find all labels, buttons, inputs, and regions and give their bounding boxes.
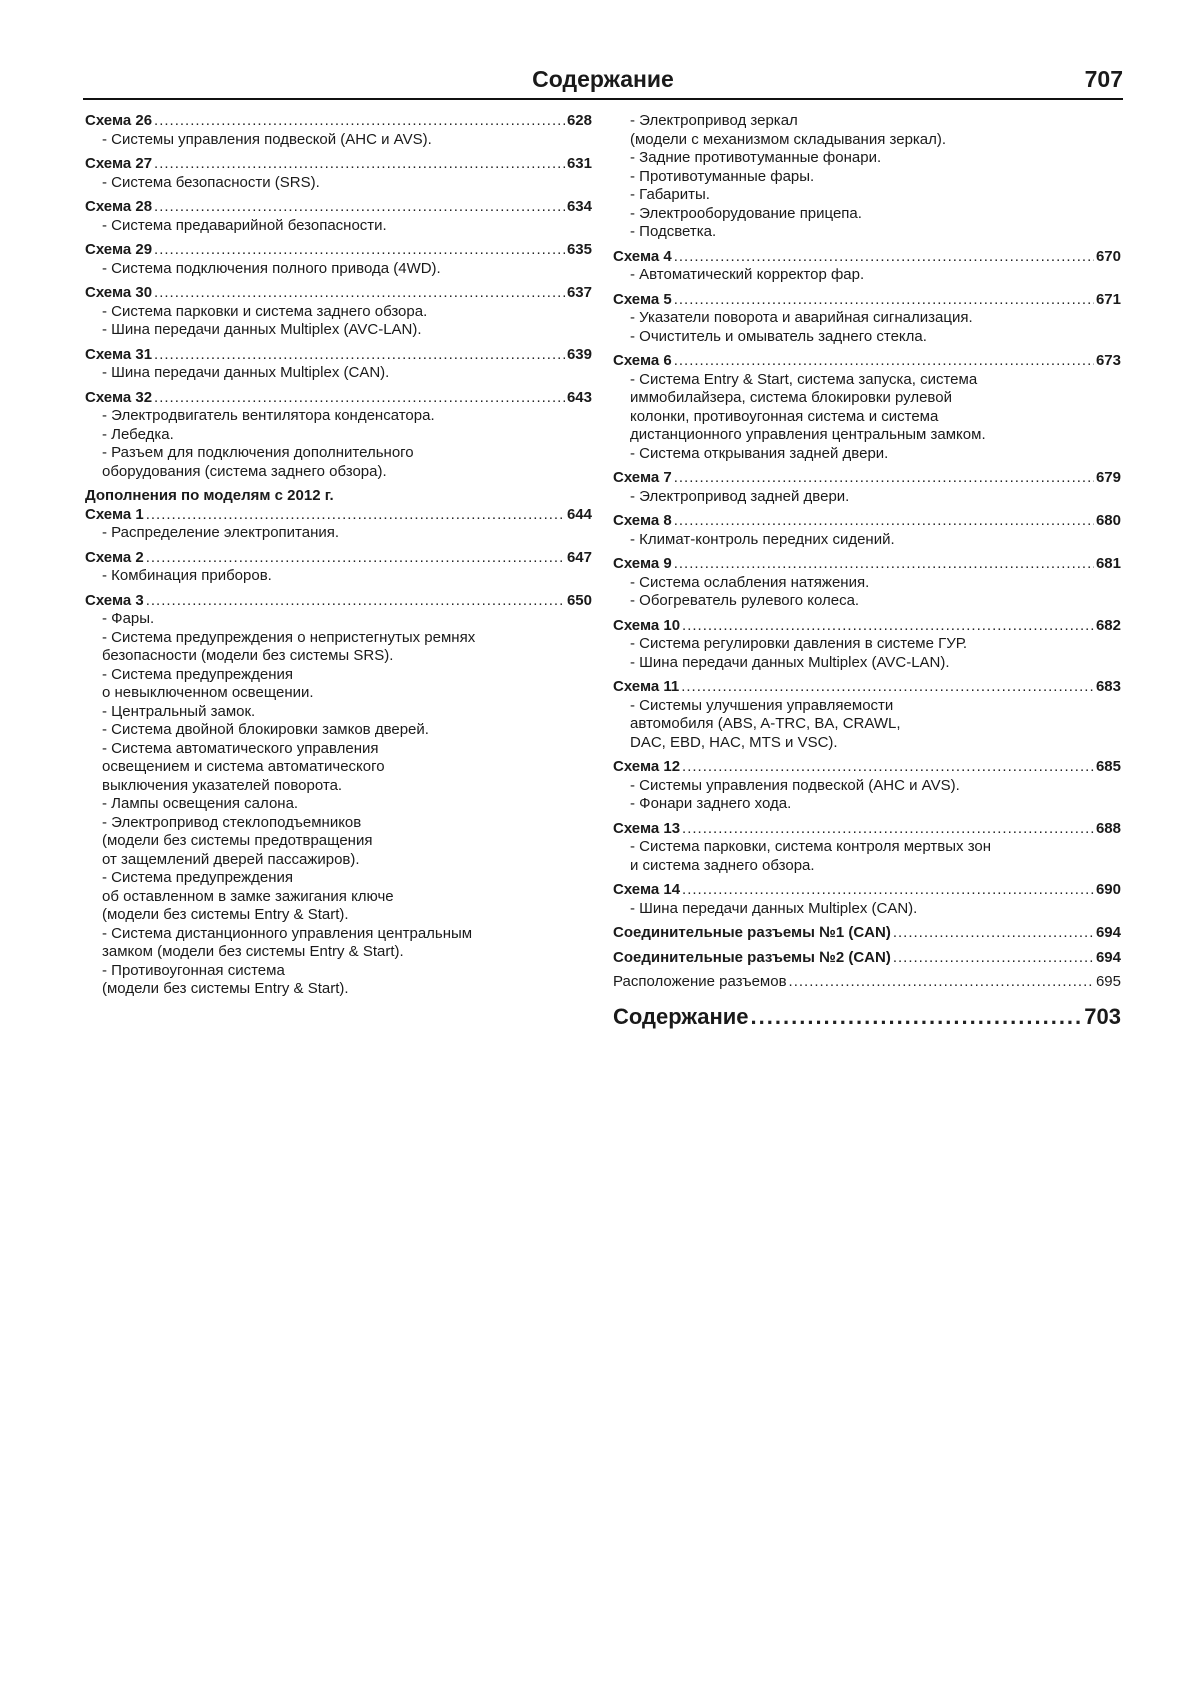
toc-subitem: - Электропривод зеркал: [630, 112, 798, 129]
toc-leader-dots: [674, 469, 1094, 488]
toc-entry-label: Схема 11: [613, 678, 680, 695]
toc-entry-label: Расположение разъемов: [613, 973, 787, 990]
toc-entry-page: 685: [1095, 758, 1121, 775]
toc-subitem: - Комбинация приборов.: [102, 567, 272, 584]
toc-subitem: о невыключенном освещении.: [102, 684, 314, 701]
toc-left-column: [85, 112, 592, 999]
toc-entry[interactable]: [613, 512, 1121, 531]
toc-entry-page: 647: [566, 548, 592, 566]
toc-entry-page: 703: [1084, 1003, 1121, 1029]
toc-entry-page: 683: [1095, 678, 1121, 695]
toc-entry[interactable]: [613, 555, 1121, 574]
toc-subitem: - Электропривод задней двери.: [630, 487, 850, 505]
toc-entry[interactable]: [613, 881, 1121, 900]
toc-leader-dots: [146, 549, 565, 568]
toc-subitem: - Распределение электропитания.: [102, 524, 340, 541]
toc-entry-label: Схема 28: [85, 198, 153, 215]
toc-entry[interactable]: [85, 549, 592, 568]
toc-leader-dots: [674, 352, 1094, 371]
toc-subitem: выключения указателей поворота.: [102, 776, 343, 794]
toc-subitem: оборудования (система заднего обзора).: [102, 462, 387, 480]
toc-subitem: от защемлений дверей пассажиров).: [102, 850, 360, 868]
toc-subitem: безопасности (модели без системы SRS).: [102, 647, 394, 664]
toc-entry[interactable]: [613, 352, 1121, 371]
page-title: Содержание: [532, 66, 674, 92]
toc-entry[interactable]: [613, 820, 1121, 839]
toc-subitem: DAC, EBD, HAC, MTS и VSC).: [630, 733, 838, 751]
toc-entry-page: 682: [1095, 616, 1121, 634]
toc-leader-dots: [674, 248, 1094, 267]
toc-leader-dots: [154, 112, 565, 131]
toc-subitem: - Электродвигатель вентилятора конденсатора.: [102, 407, 435, 424]
toc-subitem: - Система ослабления натяжения.: [630, 573, 870, 591]
toc-entry-page: 631: [566, 155, 592, 172]
toc-subitem: - Система парковки, система контроля мертвых зон: [630, 838, 992, 855]
toc-subitem: - Система подключения полного привода (4WD).: [102, 259, 441, 277]
toc-subitem: - Шина передачи данных Multiplex (CAN).: [630, 899, 918, 917]
toc-entry[interactable]: [85, 112, 592, 131]
toc-subitem: (модели без системы Entry & Start).: [102, 906, 349, 923]
toc-subitem: - Центральный замок.: [102, 702, 256, 720]
toc-entry[interactable]: [613, 617, 1121, 636]
toc-subitem: - Система предаварийной безопасности.: [102, 216, 387, 234]
toc-leader-dots: [154, 241, 565, 260]
toc-leader-dots: [674, 555, 1094, 574]
toc-subitem: - Шина передачи данных Multiplex (AVC-LAN).: [630, 653, 950, 671]
toc-entry-contents[interactable]: [613, 1004, 1121, 1030]
toc-subitem: замком (модели без системы Entry & Start).: [102, 943, 404, 960]
toc-entry[interactable]: [613, 291, 1121, 310]
toc-subitem: - Система Entry & Start, система запуска, система: [630, 370, 978, 388]
toc-leader-dots: [682, 617, 1094, 636]
toc-leader-dots: [674, 512, 1094, 531]
toc-entry-label: Схема 13: [613, 819, 681, 837]
toc-subitem: (модели без системы предотвращения: [102, 832, 373, 849]
toc-subitem: - Лебедка.: [102, 425, 174, 443]
toc-entry[interactable]: [85, 241, 592, 260]
toc-entry[interactable]: [613, 469, 1121, 488]
toc-entry-label: Схема 29: [85, 241, 153, 258]
toc-entry-page: 635: [566, 241, 592, 258]
toc-subitem: колонки, противоугонная система и система: [630, 407, 939, 425]
toc-subitem: автомобиля (ABS, A-TRC, BA, CRAWL,: [630, 715, 901, 732]
toc-subitem: - Система открывания задней двери.: [630, 444, 889, 462]
toc-leader-dots: [893, 949, 1094, 968]
toc-entry-page: 671: [1095, 290, 1121, 308]
toc-subitem: - Габариты.: [630, 186, 710, 203]
toc-entry-connector-layout[interactable]: [613, 973, 1121, 992]
toc-subitem: - Задние противотуманные фонари.: [630, 149, 882, 166]
toc-leader-dots: [146, 592, 565, 611]
toc-subitem: - Фары.: [102, 610, 155, 627]
toc-subitem: - Система дистанционного управления центральным: [102, 924, 473, 942]
toc-entry-label: Схема 8: [613, 512, 672, 529]
toc-leader-dots: [146, 506, 565, 525]
toc-entry[interactable]: [613, 758, 1121, 777]
toc-entry-label: Схема 9: [613, 555, 672, 572]
toc-entry-label: Схема 7: [613, 469, 672, 486]
toc-entry-label: Содержание: [613, 1003, 749, 1029]
toc-entry-label: Схема 14: [613, 881, 681, 898]
toc-entry-connectors-1[interactable]: [613, 924, 1121, 943]
toc-subitem: - Очиститель и омыватель заднего стекла.: [630, 327, 927, 345]
toc-entry-label: Схема 10: [613, 616, 681, 634]
toc-subitem: - Система автоматического управления: [102, 739, 379, 757]
toc-entry-page: 688: [1095, 819, 1121, 837]
toc-entry[interactable]: [85, 389, 592, 408]
toc-entry-page: 694: [1095, 948, 1121, 966]
toc-subitem: - Указатели поворота и аварийная сигнализация.: [630, 309, 973, 326]
toc-entry-label: Схема 31: [85, 345, 153, 363]
toc-subitem: - Системы управления подвеской (AHC и AVS).: [102, 130, 432, 148]
toc-leader-dots: [682, 820, 1094, 839]
toc-entry-label: Схема 3: [85, 591, 144, 609]
toc-subitem: - Шина передачи данных Multiplex (AVC-LAN).: [102, 321, 422, 338]
toc-entry-label: Соединительные разъемы №2 (CAN): [613, 948, 891, 966]
toc-subitem: - Электропривод стеклоподъемников: [102, 813, 362, 831]
toc-subitem: - Система предупреждения: [102, 869, 294, 886]
toc-subitem: - Обогреватель рулевого колеса.: [630, 592, 860, 609]
toc-right-column: [613, 112, 1121, 1030]
toc-entry[interactable]: [85, 155, 592, 174]
toc-entry-label: Схема 4: [613, 247, 672, 265]
toc-subitem: - Шина передачи данных Multiplex (CAN).: [102, 364, 390, 381]
toc-subitem: - Система предупреждения о непристегнутых ремнях: [102, 628, 476, 646]
toc-entry[interactable]: [85, 592, 592, 611]
toc-section-heading: Дополнения по моделям с 2012 г.: [85, 487, 334, 504]
toc-subitem: освещением и система автоматического: [102, 758, 385, 775]
toc-entry-label: Схема 1: [85, 505, 144, 523]
toc-entry-label: Схема 30: [85, 284, 153, 301]
toc-leader-dots: [154, 155, 565, 174]
toc-entry-label: Схема 5: [613, 290, 672, 308]
toc-subitem: - Система безопасности (SRS).: [102, 173, 320, 191]
toc-leader-dots: [751, 1004, 1083, 1030]
toc-leader-dots: [893, 924, 1094, 943]
toc-subitem: иммобилайзера, система блокировки рулевой: [630, 389, 952, 406]
toc-leader-dots: [154, 284, 565, 303]
toc-entry-label: Соединительные разъемы №1 (CAN): [613, 924, 891, 941]
toc-subitem: - Автоматический корректор фар.: [630, 266, 865, 283]
toc-entry-page: 644: [566, 505, 592, 523]
toc-entry-page: 639: [566, 345, 592, 363]
toc-entry-label: Схема 32: [85, 388, 153, 406]
toc-entry-page: 680: [1095, 512, 1121, 529]
toc-leader-dots: [682, 758, 1094, 777]
toc-entry-connectors-2[interactable]: [613, 949, 1121, 968]
toc-entry-label: Схема 2: [85, 548, 144, 566]
toc-entry-page: 679: [1095, 469, 1121, 486]
toc-entry[interactable]: [85, 506, 592, 525]
toc-entry[interactable]: [85, 346, 592, 365]
toc-subitem: дистанционного управления центральным замком.: [630, 426, 986, 443]
toc-leader-dots: [682, 881, 1094, 900]
toc-entry-page: 695: [1095, 973, 1121, 990]
toc-leader-dots: [154, 389, 565, 408]
toc-entry-page: 634: [566, 198, 592, 215]
page-number: 707: [1084, 66, 1123, 92]
toc-entry-label: Схема 6: [613, 352, 672, 369]
toc-subitem: - Климат-контроль передних сидений.: [630, 530, 895, 548]
toc-subitem: - Система парковки и система заднего обзора.: [102, 302, 428, 320]
toc-leader-dots: [154, 198, 565, 217]
toc-entry-page: 681: [1095, 555, 1121, 572]
toc-subitem: - Разъем для подключения дополнительного: [102, 444, 414, 461]
page-header: [83, 64, 1123, 100]
toc-subitem: - Система регулировки давления в системе ГУР.: [630, 635, 968, 652]
toc-subitem: - Противоугонная система: [102, 961, 285, 979]
toc-entry-label: Схема 27: [85, 155, 153, 172]
toc-subitem: - Система предупреждения: [102, 665, 294, 683]
toc-subitem: - Лампы освещения салона.: [102, 795, 299, 812]
toc-entry-page: 673: [1095, 352, 1121, 369]
toc-entry-label: Схема 26: [85, 112, 153, 129]
toc-subitem: (модели без системы Entry & Start).: [102, 980, 349, 997]
toc-entry-page: 690: [1095, 881, 1121, 898]
toc-entry-page: 694: [1095, 924, 1121, 941]
toc-subitem: об оставленном в замке зажигания ключе: [102, 887, 394, 905]
toc-subitem: - Фонари заднего хода.: [630, 795, 792, 812]
toc-entry-page: 643: [566, 388, 592, 406]
toc-entry-page: 670: [1095, 247, 1121, 265]
toc-leader-dots: [789, 973, 1094, 992]
toc-entry-page: 650: [566, 591, 592, 609]
toc-subitem: (модели с механизмом складывания зеркал).: [630, 130, 947, 148]
toc-subitem: - Системы управления подвеской (AHC и AVS).: [630, 776, 960, 794]
toc-entry[interactable]: [613, 678, 1121, 697]
toc-entry[interactable]: [613, 248, 1121, 267]
toc-subitem: - Подсветка.: [630, 223, 717, 240]
toc-leader-dots: [674, 291, 1094, 310]
toc-entry-label: Схема 12: [613, 758, 681, 775]
toc-entry-page: 628: [566, 112, 592, 129]
toc-subitem: и система заднего обзора.: [630, 856, 815, 874]
toc-leader-dots: [681, 678, 1094, 697]
toc-entry[interactable]: [85, 284, 592, 303]
toc-entry[interactable]: [85, 198, 592, 217]
toc-subitem: - Противотуманные фары.: [630, 167, 815, 185]
toc-entry-page: 637: [566, 284, 592, 301]
toc-subitem: - Системы улучшения управляемости: [630, 696, 894, 714]
toc-subitem: - Система двойной блокировки замков дверей.: [102, 721, 429, 738]
toc-leader-dots: [154, 346, 565, 365]
toc-subitem: - Электрооборудование прицепа.: [630, 204, 862, 222]
